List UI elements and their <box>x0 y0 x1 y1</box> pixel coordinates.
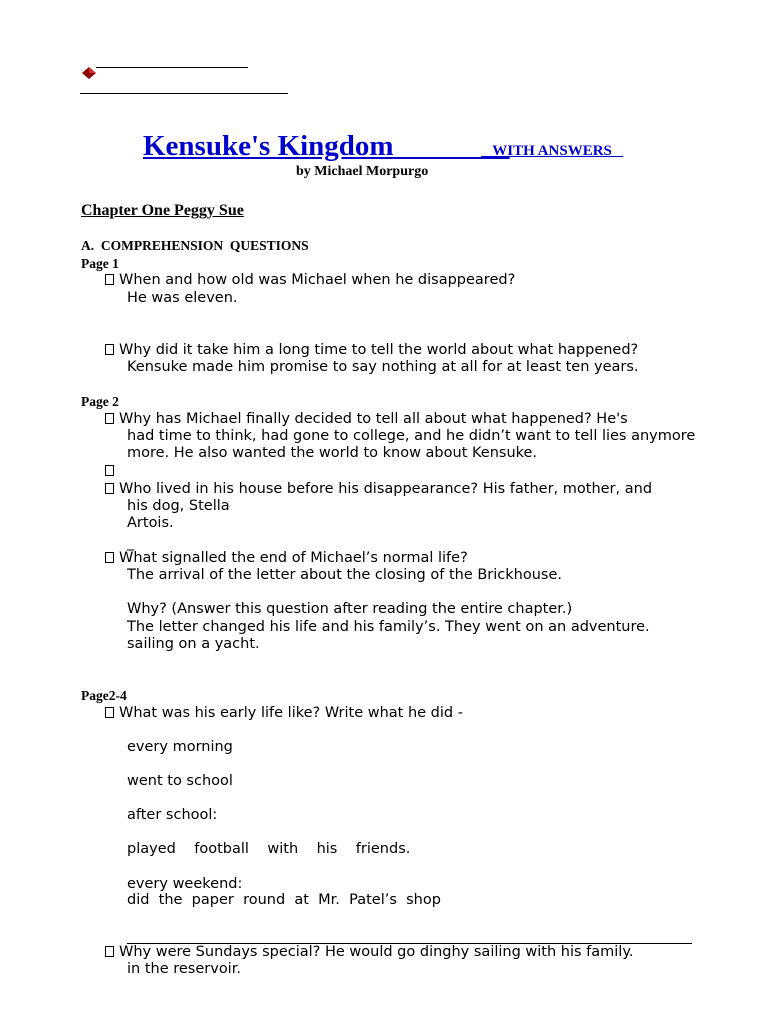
bullet-icon <box>105 707 114 718</box>
title-block <box>143 129 510 163</box>
bullet-icon <box>105 413 114 424</box>
every-weekend-label: every weekend: <box>127 876 243 892</box>
bullet-icon <box>105 465 114 476</box>
chapter-heading: Chapter One Peggy Sue <box>81 202 244 219</box>
answer-1: He was eleven. <box>127 290 238 306</box>
bullet-icon <box>105 483 114 494</box>
question-7: Why were Sundays special? He would go dinghy sailing with his family. <box>105 944 633 961</box>
book-title-link[interactable]: Kensuke's Kingdom <box>143 130 394 162</box>
every-morning-label: every morning <box>127 739 233 755</box>
question-5: What signalled the end of Michael’s normal life? <box>105 550 468 567</box>
section-heading: A. COMPREHENSION QUESTIONS <box>81 238 309 253</box>
question-3: Why has Michael finally decided to tell all about what happened? He's <box>105 411 628 428</box>
top-rule-short <box>96 67 248 68</box>
empty-bullet <box>105 463 119 480</box>
top-rule-long <box>80 93 288 94</box>
why-question: Why? (Answer this question after reading the entire chapter.) <box>127 601 573 617</box>
after-school-label: after school: <box>127 807 218 823</box>
answer-4-line-2: his dog, Stella <box>127 498 230 514</box>
why-answer-2: sailing on a yacht. <box>127 636 260 652</box>
page-label: Page2-4 <box>81 688 127 703</box>
page-label: Page 1 <box>81 256 119 271</box>
question-4: Who lived in his house before his disappearance? His father, mother, and <box>105 481 652 498</box>
with-answers-link[interactable]: WITH ANSWERS <box>492 143 612 159</box>
school-label: went to school <box>127 773 233 789</box>
bullet-icon <box>105 946 114 957</box>
answer-2: Kensuke made him promise to say nothing at all for at least ten years. <box>127 359 639 375</box>
bullet-icon <box>105 344 114 355</box>
answer-3-line-2: had time to think, had gone to college, and he didn’t want to tell lies anymore <box>127 428 696 444</box>
answer-3-line-3: more. He also wanted the world to know about Kensuke. <box>127 445 538 461</box>
question-6: What was his early life like? Write what he did - <box>105 705 463 722</box>
question-2: Why did it take him a long time to tell the world about what happened? <box>105 342 638 359</box>
answer-5: The arrival of the letter about the closing of the Brickhouse. <box>127 567 563 583</box>
football-answer: played football with his friends. <box>127 841 411 857</box>
answer-4-line-4: _ <box>127 535 135 551</box>
bullet-icon <box>105 552 114 563</box>
why-answer-1: The letter changed his life and his family’s. They went on an adventure. <box>127 619 650 635</box>
answer-7: in the reservoir. <box>127 961 241 977</box>
bullet-icon <box>105 274 114 285</box>
question-1: When and how old was Michael when he disappeared? <box>105 272 515 289</box>
answer-4-line-3: Artois. <box>127 515 174 531</box>
author: by Michael Morpurgo <box>296 164 429 179</box>
page-label: Page 2 <box>81 394 119 409</box>
paper-round-answer: did the paper round at Mr. Patel’s shop <box>127 892 441 908</box>
